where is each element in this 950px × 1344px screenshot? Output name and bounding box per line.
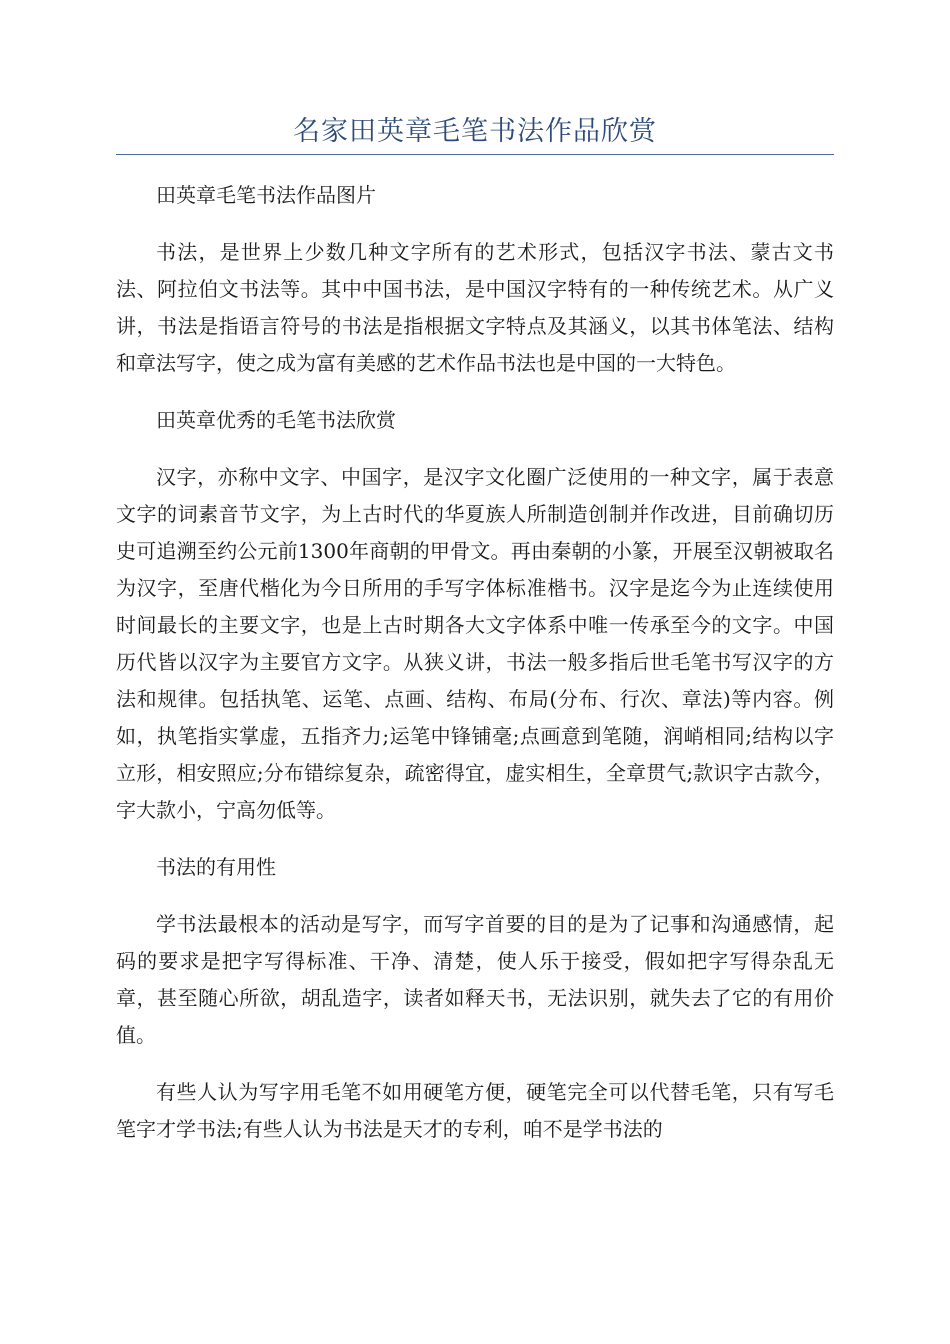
paragraph-chinese-characters: 汉字，亦称中文字、中国字，是汉字文化圈广泛使用的一种文字，属于表意文字的词素音节文字，为上古时代的华夏族人所制造创制并作改进，目前确切历史可追溯至约公元前1300年商朝的甲骨文。再由秦朝的小篆，开展至汉朝被取名为汉字，至唐代楷化为今日所用的手写字体标准楷书。汉字是迄今为止连续使用时间最长的主要文字，也是上古时期各大文字体系中唯一传承至今的文字。中国历代皆以汉字为主要官方文字。从狭义讲，书法一般多指后世毛笔书写汉字的方法和规律。包括执笔、运笔、点画、结构、布局(分布、行次、章法)等内容。例如，执笔指实掌虚，五指齐力;运笔中锋铺毫;点画意到笔随，润峭相同;结构以字立形，相安照应;分布错综复杂，疏密得宜，虚实相生，全章贯气;款识字古款今，字大款小，宁高勿低等。 bbox=[116, 465, 834, 822]
heading-calligraphy-pictures: 田英章毛笔书法作品图片 bbox=[156, 183, 376, 207]
title-underline bbox=[116, 154, 834, 155]
heading-usefulness: 书法的有用性 bbox=[156, 855, 276, 879]
paragraph-usefulness: 学书法最根本的活动是写字，而写字首要的目的是为了记事和沟通感情，起码的要求是把字写得标准、干净、清楚，使人乐于接受，假如把字写得杂乱无章，甚至随心所欲，胡乱造字，读者如释天书，无法识别，就失去了它的有用价值。 bbox=[116, 912, 834, 1047]
paragraph-calligraphy-definition: 书法，是世界上少数几种文字所有的艺术形式，包括汉字书法、蒙古文书法、阿拉伯文书法等。其中中国书法，是中国汉字特有的一种传统艺术。从广义讲，书法是指语言符号的书法是指根据文字特点及其涵义，以其书体笔法、结构和章法写字，使之成为富有美感的艺术作品书法也是中国的一大特色。 bbox=[116, 240, 834, 375]
paragraph-opinions: 有些人认为写字用毛笔不如用硬笔方便，硬笔完全可以代替毛笔，只有写毛笔字才学书法;有些人认为书法是天才的专利，咱不是学书法的 bbox=[116, 1080, 834, 1141]
document-page bbox=[116, 0, 834, 1168]
document-title: 名家田英章毛笔书法作品欣赏 bbox=[293, 116, 657, 147]
document-body bbox=[116, 177, 834, 1148]
heading-calligraphy-appreciation: 田英章优秀的毛笔书法欣赏 bbox=[156, 408, 396, 432]
